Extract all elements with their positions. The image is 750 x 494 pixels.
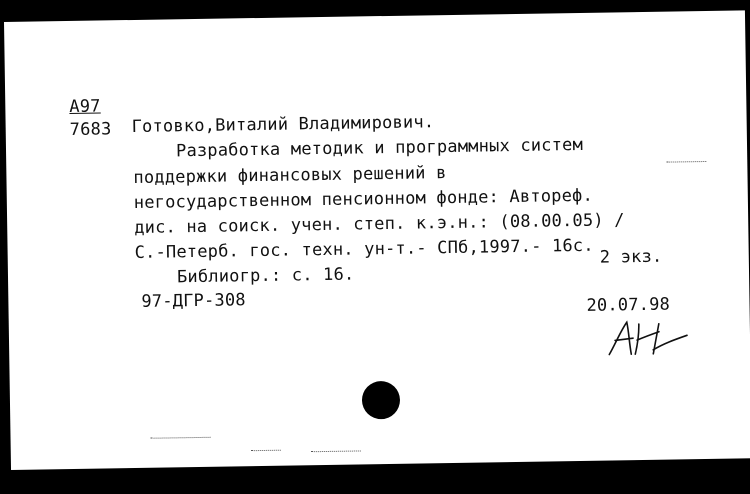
title-line-5: С.-Петерб. гос. техн. ун-т.- СПб,1997.- 16с. xyxy=(134,235,594,263)
date-stamp: 20.07.98 xyxy=(586,294,671,316)
copies-count: 2 экз. xyxy=(599,246,663,268)
title-line-3: негосударственном пенсионном фонде: Автореф. xyxy=(133,185,594,213)
title-line-1: Разработка методик и программных систем xyxy=(175,134,584,162)
catalog-code: 97-ДГР-308 xyxy=(141,290,246,312)
bibliography-note: Библиогр.: с. 16. xyxy=(176,264,355,288)
dotted-mark xyxy=(666,161,706,163)
dotted-mark xyxy=(311,450,361,452)
handwritten-signature xyxy=(601,313,692,362)
dotted-mark xyxy=(251,450,281,451)
author-name: Готовко,Виталий Владимирович. xyxy=(131,112,435,138)
title-line-4: дис. на соиск. учен. степ. к.э.н.: (08.00.05) / xyxy=(134,210,625,238)
title-line-2: поддержки финансовых решений в xyxy=(133,163,447,188)
catalog-card xyxy=(4,10,750,470)
shelf-mark: A97 xyxy=(69,96,101,117)
author-number: 7683 xyxy=(69,119,112,140)
dotted-mark xyxy=(151,437,211,439)
punch-hole xyxy=(362,381,401,420)
